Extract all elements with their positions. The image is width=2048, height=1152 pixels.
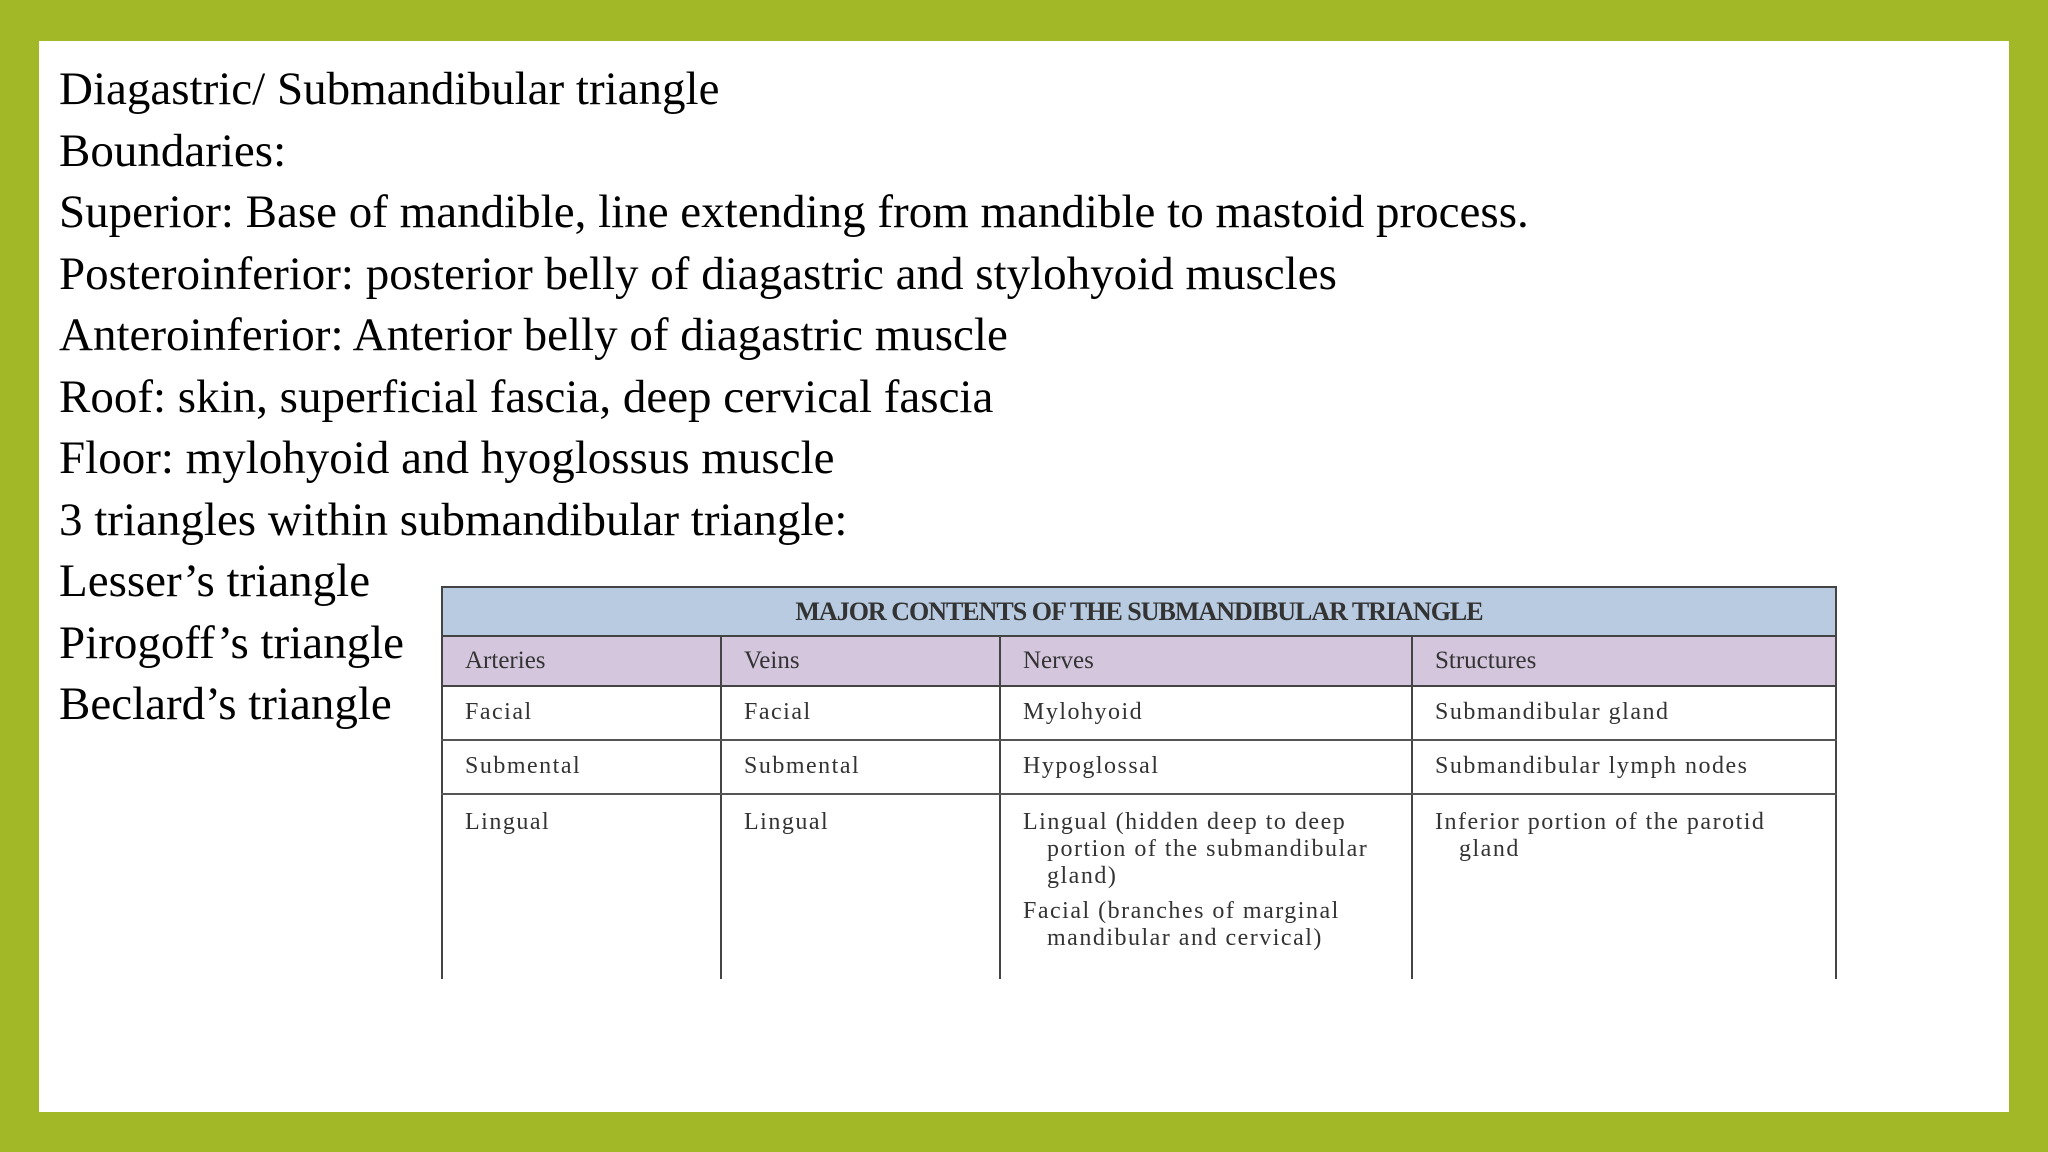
arteries-cell [442,740,721,794]
table-title: MAJOR CONTENTS OF THE SUBMANDIBULAR TRIANGLE [442,587,1836,636]
header-arteries: Arteries [442,636,721,686]
veins-cell [721,686,1000,740]
cell-entry: Facial [465,699,533,725]
nerves-cell [1000,740,1412,794]
table-row [442,686,1836,740]
cell-entry: Facial [744,699,812,725]
cell-entry: Lingual [744,809,830,835]
posteroinferior-boundary: Posteroinferior: posterior belly of diagastric and stylohyoid muscles [59,247,1337,300]
slide-title: Diagastric/ Submandibular triangle [59,63,720,115]
header-nerves: Nerves [1000,636,1412,686]
anteroinferior-boundary: Anteroinferior: Anterior belly of diagastric muscle [59,309,1008,361]
header-structures: Structures [1412,636,1836,686]
lessers-triangle: Lesser’s triangle [59,555,371,607]
boundaries-heading: Boundaries: [59,124,287,177]
veins-cell [721,794,1000,979]
superior-boundary: Superior: Base of mandible, line extending from mandible to mastoid process. [59,186,1529,238]
structures-cell [1412,794,1836,979]
table-row [442,740,1836,794]
roof-text: Roof: skin, superficial fascia, deep cervical fascia [59,370,994,423]
beclards-triangle: Beclard’s triangle [59,678,392,730]
cell-entry: Submandibular lymph nodes [1435,753,1749,779]
nerves-cell [1000,794,1412,979]
header-veins: Veins [721,636,1000,686]
cell-entry: Inferior portion of the parotid gland [1435,809,1766,862]
cell-entry: Lingual [465,809,551,835]
cell-entry: Submental [465,753,582,779]
contents-table [441,586,1837,979]
cell-entry: Hypoglossal [1023,753,1160,779]
nerves-cell [1000,686,1412,740]
arteries-cell [442,794,721,979]
table-row [442,794,1836,979]
structures-cell [1412,686,1836,740]
cell-entry: Lingual (hidden deep to deep portion of the submandibular gland) [1023,809,1369,889]
cell-entry: Submental [744,753,861,779]
cell-entry: Submandibular gland [1435,699,1670,725]
contents-table-image [441,586,1835,979]
veins-cell [721,740,1000,794]
cell-entry: Facial (branches of marginal mandibular and cervical) [1023,898,1340,951]
floor-text: Floor: mylohyoid and hyoglossus muscle [59,432,835,484]
pirogoffs-triangle: Pirogoff’s triangle [59,616,405,669]
triangles-heading: 3 triangles within submandibular triangle: [59,493,848,546]
structures-cell [1412,740,1836,794]
arteries-cell [442,686,721,740]
cell-entry: Mylohyoid [1023,699,1144,725]
